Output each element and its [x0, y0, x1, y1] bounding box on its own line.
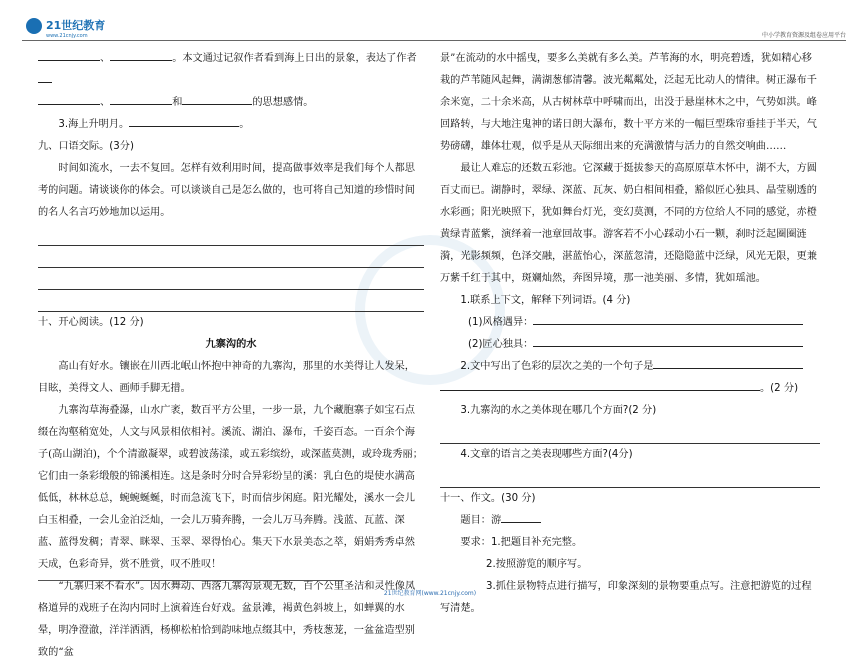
section-11-title: 十一、作文。(30 分)	[440, 493, 536, 504]
answer-blank[interactable]	[38, 70, 52, 83]
answer-blank[interactable]	[533, 312, 803, 325]
left-column	[38, 48, 424, 664]
writing-line[interactable]	[440, 422, 820, 444]
answer-blank[interactable]	[110, 48, 172, 61]
answer-blank[interactable]	[38, 92, 100, 105]
essay-topic	[440, 510, 820, 532]
prompt-text: 。本文通过记叙作者看到海上日出的景象，表达了作者	[172, 53, 417, 64]
question-text: 3.海上升明月。	[58, 119, 130, 130]
writing-line[interactable]	[38, 246, 424, 268]
writing-line[interactable]	[440, 466, 820, 488]
writing-line[interactable]	[38, 268, 424, 290]
essay-requirement-3: 3.抓住景物特点进行描写，印象深刻的景物要重点写。注意把游览的过程写清楚。	[440, 581, 812, 614]
answer-blank[interactable]	[653, 356, 803, 369]
answer-blank[interactable]	[182, 92, 252, 105]
article-title: 九寨沟的水	[205, 339, 257, 350]
question-text: (1)风格遇异：	[468, 317, 534, 328]
article-paragraph: 最让人难忘的还数五彩池。它深藏于挺拔参天的高原原草木怀中，湖不大，方圆百丈而已。湖静时，翠绿、深蓝、瓦灰、奶白相间相叠，豁似匠心独具、晶莹剔透的水彩画；阳光映照下，犹如舞台灯光，变幻莫测，不同的方位给人不同的感觉，赤橙黄绿青蓝紫，演绎着一池章回故事。游客若不小心踩动小石一颗，刹时泛起圈圈涟漪，光影频频，色泽交融，湛蓝怡心，深蓝忽清，还隐隐蓝中泛绿，风光无限，更兼万紫千红于其中，斑斓灿然，奔图异境，那一池美丽、多情，犹如瑶池。	[440, 163, 817, 284]
answer-blank[interactable]	[501, 510, 541, 523]
question-text: (2)匠心独具：	[468, 339, 534, 350]
writing-line[interactable]	[38, 290, 424, 312]
question-4: 4.文章的语言之美表现哪些方面?(4分)	[460, 449, 633, 460]
article-paragraph: 九寨沟草海叠瀑，山水广袤，数百平方公里，一步一景，九个藏胞寨子如宝石点缀在沟壑稍宽处，人文与风景相依相衬。溪流、湖泊、瀑布，千姿百态。一百余个海子(高山湖泊)，个个清澈凝翠，或碧波荡漾，或五彩缤纷，或深蓝莫测，或玲珑秀丽；它们由一条彩缎般的锦溪相连。这是条时分时合异彩纷呈的溪：乳白色的堤使水满高低低，林林总总，蜿蜿蜒蜒，时而急流飞下，时而信步闲庭。阳光耀处，溪水一会儿白玉相叠，一会儿金泊泛灿，一会儿万骑奔腾，一会儿万马奔腾。浅蓝、瓦蓝、深蓝、蓝得发稠；青翠、眯翠、玉翠、翠得怡心。集天下水景美态之萃，娟娟秀秀卓然天成，色彩奇异，赏不胜赏，叹不胜叹！	[38, 405, 423, 570]
article-paragraph: 高山有好水。镶嵌在川西北岷山怀抱中神奇的九寨沟，那里的水美得让人发呆，目眩，美得文人、画师手脚无措。	[38, 361, 415, 394]
section-9-prompt: 时间如流水，一去不复回。怎样有效利用时间，提高做事效率是我们每个人都思考的问题。请谈谈你的体会。可以谈谈自己是怎么做的，也可将自己知道的珍惜时间的名人名言巧妙地加以运用。	[38, 163, 415, 218]
answer-blank[interactable]	[533, 334, 803, 347]
logo-text: 21世纪教育	[46, 19, 106, 32]
question-1b	[440, 334, 820, 356]
essay-requirement-2: 2.按照游览的顺序写。	[486, 559, 588, 570]
essay-requirement-1: 要求：1.把题目补充完整。	[460, 537, 583, 548]
question-1: 1.联系上下文，解释下列词语。(4 分)	[460, 295, 631, 306]
answer-blank[interactable]	[440, 378, 760, 391]
prompt-text: 和	[172, 97, 183, 108]
question-text: 2.文中写出了色彩的层次之美的一个句子是	[460, 361, 654, 372]
header-divider	[22, 40, 846, 41]
footer-link[interactable]: 21世纪教育网(www.21cnjy.com)	[383, 590, 477, 597]
footer-divider	[38, 580, 344, 581]
article-paragraph: 景”在流动的水中摇曳，要多么美就有多么美。芦苇海的水，明亮碧透，犹如精心移栽的芦苇随风起舞，满湖葱郁清馨。波光粼粼处，泛起无比动人的情律。树正瀑布千余米宽，二十余米高，从古树林草中呼啸而出，出没于悬崖林木之中，气势如洪。峰回路转，与大地注鬼神的诺日朗大瀑布，数十平方米的一幅巨型珠帘垂挂于半天，气势磅礴，雄体壮观，似乎是从天际细出来的充满激情与活力的自然交响曲……	[440, 53, 817, 152]
logo-sub: www.21cnjy.com	[46, 33, 88, 38]
score-text: 。(2 分)	[760, 383, 799, 394]
answer-blank[interactable]	[110, 92, 172, 105]
section-9-title: 九、口语交际。(3分)	[38, 141, 134, 152]
question-3: 3.海上升明月。 。	[38, 114, 424, 136]
answer-line-1: 、 。本文通过记叙作者看到海上日出的景象，表达了作者	[38, 48, 424, 92]
platform-label: 中小学教育资源及组卷应用平台	[761, 32, 846, 39]
question-3: 3.九寨沟的水之美体现在哪几个方面?(2 分)	[460, 405, 657, 416]
answer-blank[interactable]	[129, 114, 239, 127]
section-10-title: 十、开心阅读。(12 分)	[38, 317, 144, 328]
article-paragraph: “九寨归来不看水”。因水舞动、西落九寨沟景观无数，百个公里圣洁和灵性像凤格道异的戏班子在沟内同时上演着连台好戏。盆景滩，褐黄色斜坡上，如蝉翼的水晕，明净澄澈，洋洋洒洒，杨柳松柏恰到韵味地点缀其中，秀枝葱茏，一盆盆造型别致的“盆	[38, 581, 416, 658]
question-1a	[440, 312, 820, 334]
question-2	[440, 356, 820, 378]
question-2-line	[440, 378, 820, 400]
writing-line[interactable]	[38, 224, 424, 246]
topic-text: 题目：游	[460, 515, 502, 526]
answer-blank[interactable]	[38, 48, 100, 61]
site-logo	[24, 14, 144, 38]
logo-runner-icon	[26, 18, 42, 34]
right-column	[440, 48, 820, 620]
answer-line-2: 、 和 的思想感情。	[38, 92, 424, 114]
prompt-text: 的思想感情。	[252, 97, 314, 108]
